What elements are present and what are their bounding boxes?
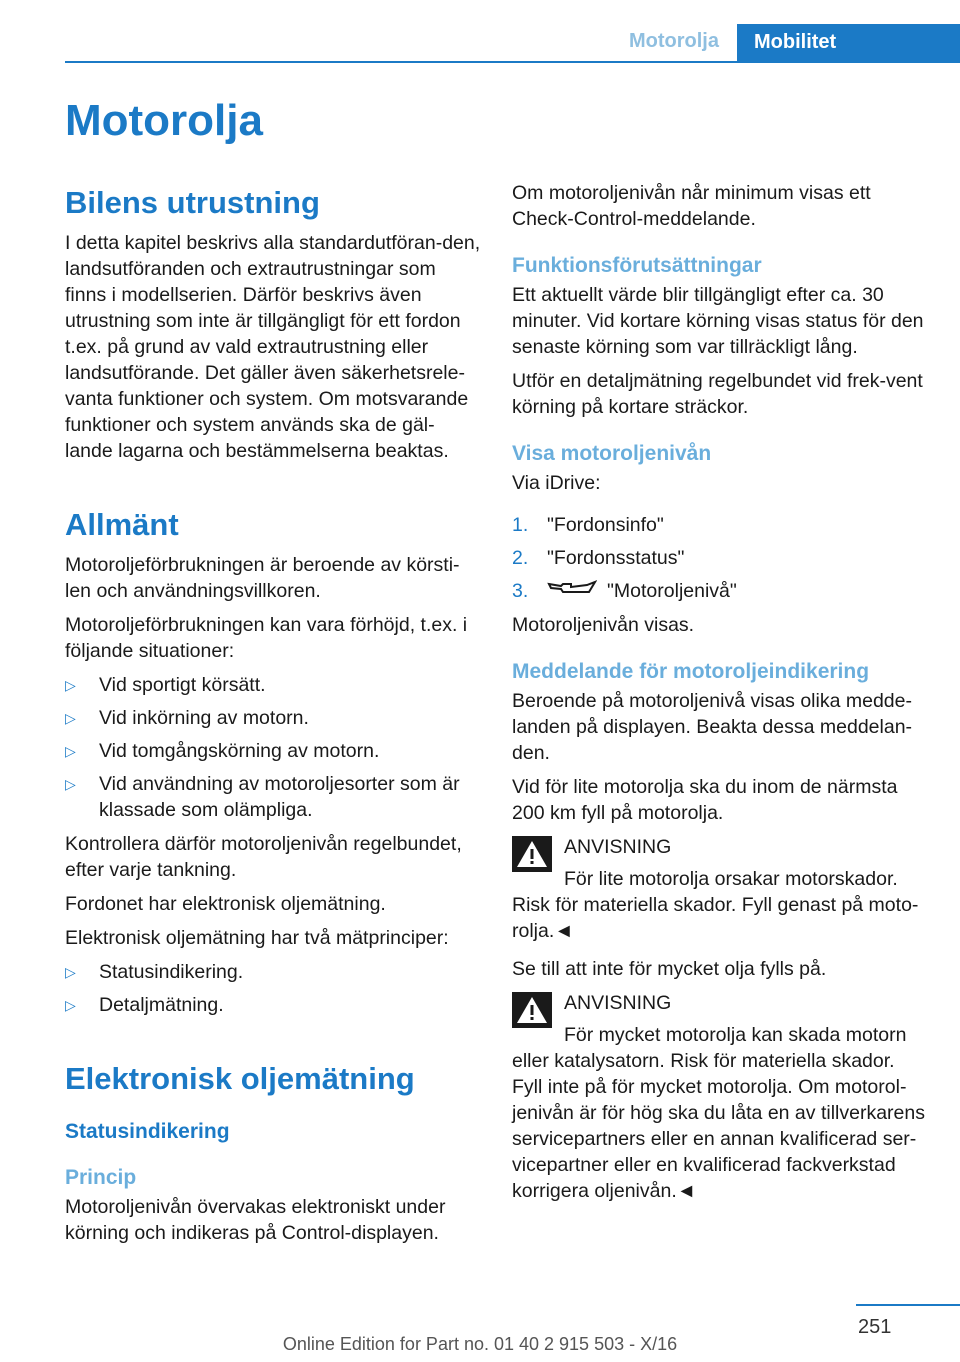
header-chapter-label: Motorolja [629, 30, 719, 52]
page-header [0, 24, 960, 62]
page-title: Motorolja [65, 96, 263, 145]
warning-text: För lite motorolja orsakar motorskador. [564, 868, 898, 890]
bullet-list [65, 672, 481, 823]
heading-elektronisk-oljematning: Elektronisk oljemätning [65, 1061, 415, 1096]
paragraph: Via iDrive: [512, 472, 601, 494]
steps-list [512, 512, 928, 604]
paragraph: Motoroljenivån visas. [512, 614, 695, 636]
paragraph: Se till att inte för mycket olja fylls på. [512, 958, 827, 980]
paragraph: Vid för lite motorolja ska du inom de närmsta 200 km fyll på motorolja. [512, 776, 898, 824]
paragraph: Ett aktuellt värde blir tillgängligt efter ca. 30 minuter. Vid kortare körning visas status för den senaste körning som var tillräckligt lång. [512, 284, 924, 358]
triangle-bullet-icon: ▷ [65, 743, 76, 759]
right-column [512, 180, 928, 1212]
list-item: 3. "Motoroljenivå" [512, 580, 737, 602]
paragraph: Kontrollera därför motoroljenivån regelbundet, efter varje tankning. [65, 833, 462, 881]
triangle-bullet-icon: ▷ [65, 997, 76, 1013]
footer-rule [856, 1304, 960, 1306]
list-item: ▷ Detaljmätning. [65, 994, 224, 1016]
list-item: ▷ Vid sportigt körsätt. [65, 674, 266, 696]
triangle-bullet-icon: ▷ [65, 677, 76, 693]
warning-text-continued: eller katalysatorn. Risk för materiella skador. Fyll inte på för mycket motorolja. Om motorol-jenivån är för hög ska du låta en av tillverkarens servicepartners eller en annan kvalificerad ser-vicepartner eller en kvalificerad fackverkstad korrigera oljenivån.◄ [512, 1050, 925, 1202]
oil-can-icon [547, 580, 597, 598]
header-section-tab: Mobilitet [737, 24, 960, 61]
list-item: 1. "Fordonsinfo" [512, 514, 664, 536]
paragraph: Motoroljeförbrukningen är beroende av körsti-len och användningsvillkoren. [65, 554, 460, 602]
bullet-list [65, 959, 481, 1018]
paragraph: Utför en detaljmätning regelbundet vid frek-vent körning på kortare sträckor. [512, 370, 923, 418]
subheading-statusindikering: Statusindikering [65, 1120, 230, 1143]
list-item: ▷ Vid inkörning av motorn. [65, 707, 309, 729]
page-number: 251 [858, 1316, 892, 1338]
warning-triangle-icon [512, 836, 552, 872]
triangle-bullet-icon: ▷ [65, 776, 76, 792]
paragraph: Elektronisk oljemätning har två mätprinciper: [65, 927, 449, 949]
list-item: ▷ Vid användning av motoroljesorter som är klassade som olämpliga. [65, 773, 460, 821]
paragraph: Fordonet har elektronisk oljemätning. [65, 893, 386, 915]
triangle-bullet-icon: ▷ [65, 710, 76, 726]
left-column [65, 180, 481, 1254]
paragraph: Beroende på motoroljenivå visas olika medde-landen på displayen. Beakta dessa meddelan-den. [512, 690, 913, 764]
paragraph: Motoroljeförbrukningen kan vara förhöjd, t.ex. i följande situationer: [65, 614, 468, 662]
footer-edition: Online Edition for Part no. 01 40 2 915 503 - X/16 [282, 1334, 678, 1354]
warning-notice [512, 990, 928, 1048]
paragraph-utrustning: I detta kapitel beskrivs alla standardutföran-den, landsutföranden och extrautrustningar som finns i modellserien. Därför beskrivs även utrustning som inte är tillgängligt för ett fordon t.ex. på grund av vald extrautrustning eller landsutförande. Det gäller även säkerhetsrele-vanta funktioner och system. Om motsvarande funktioner och system används ska de gäl-lande lagarna och bestämmelserna beaktas. [65, 232, 481, 462]
paragraph: Motoroljenivån övervakas elektroniskt under körning och indikeras på Control-displayen. [65, 1196, 446, 1244]
warning-title: ANVISNING [564, 836, 672, 858]
subsubheading-visa-motoroljeniva: Visa motoroljenivån [512, 442, 712, 465]
list-item: 2. "Fordonsstatus" [512, 547, 685, 569]
header-rule [65, 61, 960, 63]
warning-text-continued: Risk för materiella skador. Fyll genast på moto-rolja.◄ [512, 894, 919, 942]
paragraph: Om motoroljenivån når minimum visas ett Check-Control-meddelande. [512, 182, 871, 230]
list-item: ▷ Vid tomgångskörning av motorn. [65, 740, 380, 762]
heading-allmant: Allmänt [65, 507, 179, 542]
warning-notice [512, 834, 928, 892]
warning-text: För mycket motorolja kan skada motorn [564, 1024, 907, 1046]
heading-bilens-utrustning: Bilens utrustning [65, 185, 320, 220]
triangle-bullet-icon: ▷ [65, 964, 76, 980]
list-item: ▷ Statusindikering. [65, 961, 244, 983]
subsubheading-funktionsforutsattningar: Funktionsförutsättningar [512, 254, 762, 277]
warning-title: ANVISNING [564, 992, 672, 1014]
warning-triangle-icon [512, 992, 552, 1028]
subsubheading-meddelande: Meddelande för motoroljeindikering [512, 660, 870, 683]
subsubheading-princip: Princip [65, 1166, 137, 1189]
